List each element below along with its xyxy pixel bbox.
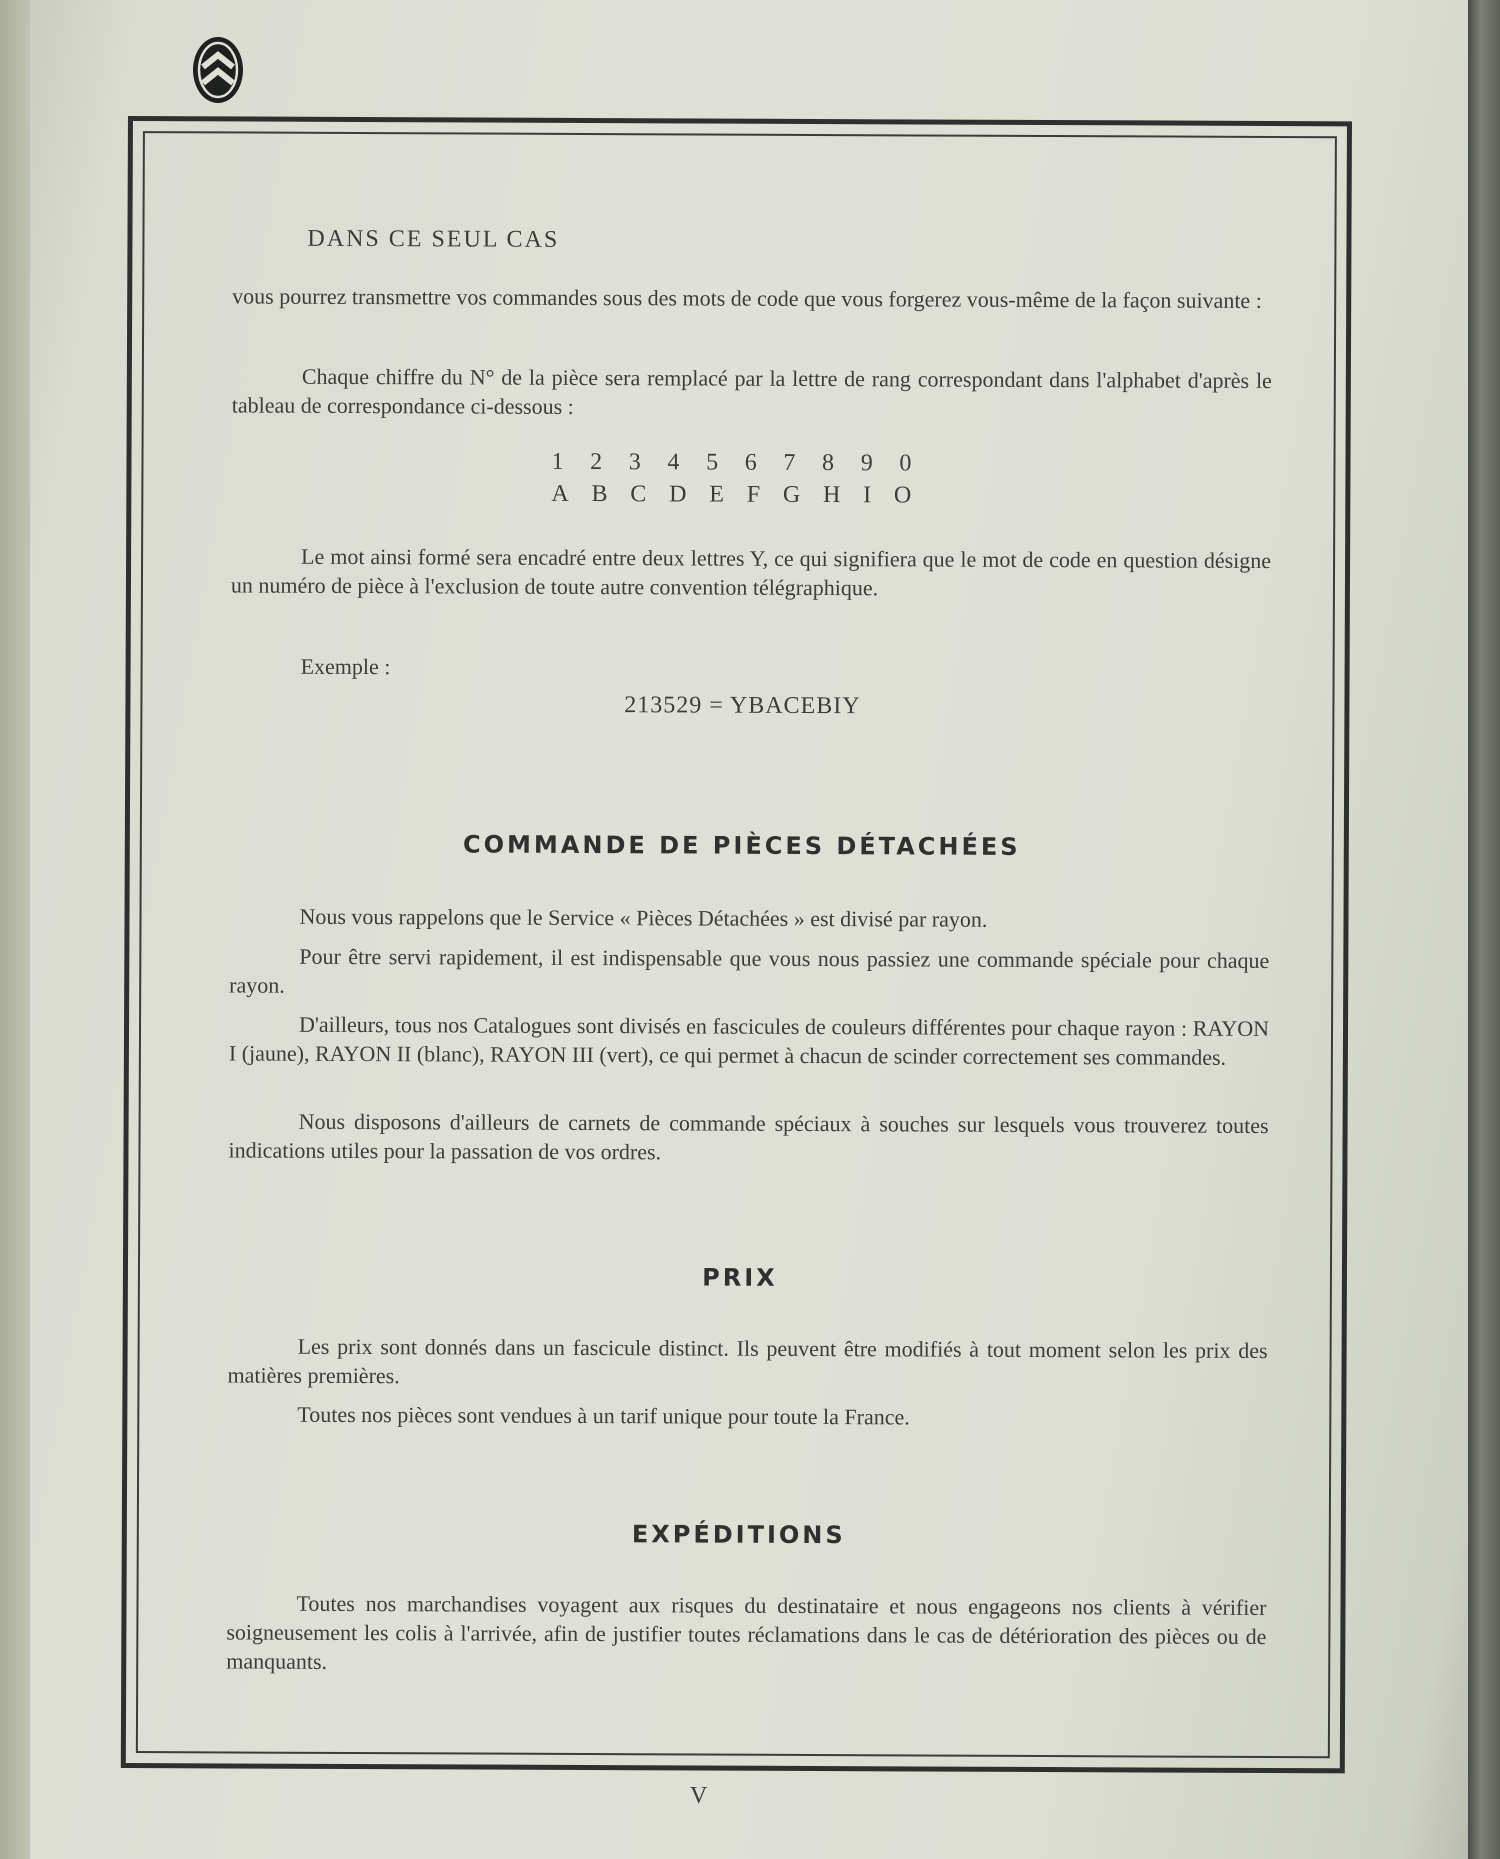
shipping-paragraph: Toutes nos marchandises voyagent aux risques du destinataire et nous engageons nos clients à vérifier soigneusement les colis à l'arrivée, afin de justifier toutes réclamations dans le cas de détérioration des pièces ou de manquants. [226,1590,1267,1674]
digit-cell: 6 [744,449,757,476]
letter-cell: D [669,481,687,508]
letter-cell: I [863,482,872,509]
code-format-paragraph: Le mot ainsi formé sera encadré entre deux lettres Y, ce qui signifiera que le mot de code en question désigne un numéro de pièce à l'exclusion de toute autre convention télégraphique. [230,543,1272,601]
example-label: Exemple : [300,653,391,680]
double-chevron-logo-icon [190,34,246,106]
letter-cell: O [893,482,912,509]
letter-cell: H [822,482,841,509]
letter-cell: A [551,480,569,507]
letter-cell: E [709,481,724,508]
page-frame [121,116,1352,1773]
digit-cell: 9 [860,450,873,477]
digit-cell: 4 [667,449,680,476]
digit-cell: 2 [590,449,603,476]
digit-cell: 5 [706,449,719,476]
order-paragraph-3: D'ailleurs, tous nos Catalogues sont divisés en fascicules de couleurs différentes pour chaque rayon : RAYON I (jaune), RAYON II (blanc), RAYON III (vert), ce qui permet à chacun de scinder correctement ses commandes. [228,1011,1270,1070]
page-left-edge [0,0,34,1859]
order-paragraph-4: Nous disposons d'ailleurs de carnets de commande spéciaux à souches sur lesquels vous trouverez toutes indications utiles pour la passation de vos ordres. [228,1108,1269,1165]
page-number: V [690,1783,708,1809]
section-heading-order: COMMANDE DE PIÈCES DÉTACHÉES [462,830,1021,861]
digit-cell: 7 [783,449,796,476]
digit-cell: 0 [899,450,912,477]
letter-cell: F [746,481,761,508]
price-paragraph-2: Toutes nos pièces sont vendues à un tarif unique pour toute la France. [297,1401,910,1430]
book-spine [1468,0,1500,1859]
letters-row [551,480,911,511]
price-paragraph-1: Les prix sont donnés dans un fascicule distinct. Ils peuvent être modifiés à tout moment selon les prix des matières premières. [227,1333,1268,1389]
section-heading-price: PRIX [702,1263,778,1292]
letter-cell: C [630,481,647,508]
section-heading-shipping: EXPÉDITIONS [631,1520,846,1550]
example-code: 213529 = YBACEBIY [624,692,861,720]
code-rule-paragraph: Chaque chiffre du N° de la pièce sera remplacé par la lettre de rang correspondant dans l'alphabet d'après le tableau de correspondance ci-dessous : [231,363,1272,419]
order-paragraph-1: Nous vous rappelons que le Service « Pièces Détachées » est divisé par rayon. [299,903,988,932]
digits-row [551,448,911,479]
order-paragraph-2: Pour être servi rapidement, il est indispensable que vous nous passiez une commande spéciale pour chaque rayon. [229,943,1270,998]
letter-cell: B [591,481,608,508]
section-heading-code: DANS CE SEUL CAS [307,225,560,253]
digit-cell: 1 [551,448,564,475]
code-intro-paragraph: vous pourrez transmettre vos commandes sous des mots de code que vous forgerez vous-même de la façon suivante : [232,283,1262,313]
digit-cell: 8 [822,450,835,477]
letter-cell: G [782,481,801,508]
digit-cell: 3 [628,449,641,476]
